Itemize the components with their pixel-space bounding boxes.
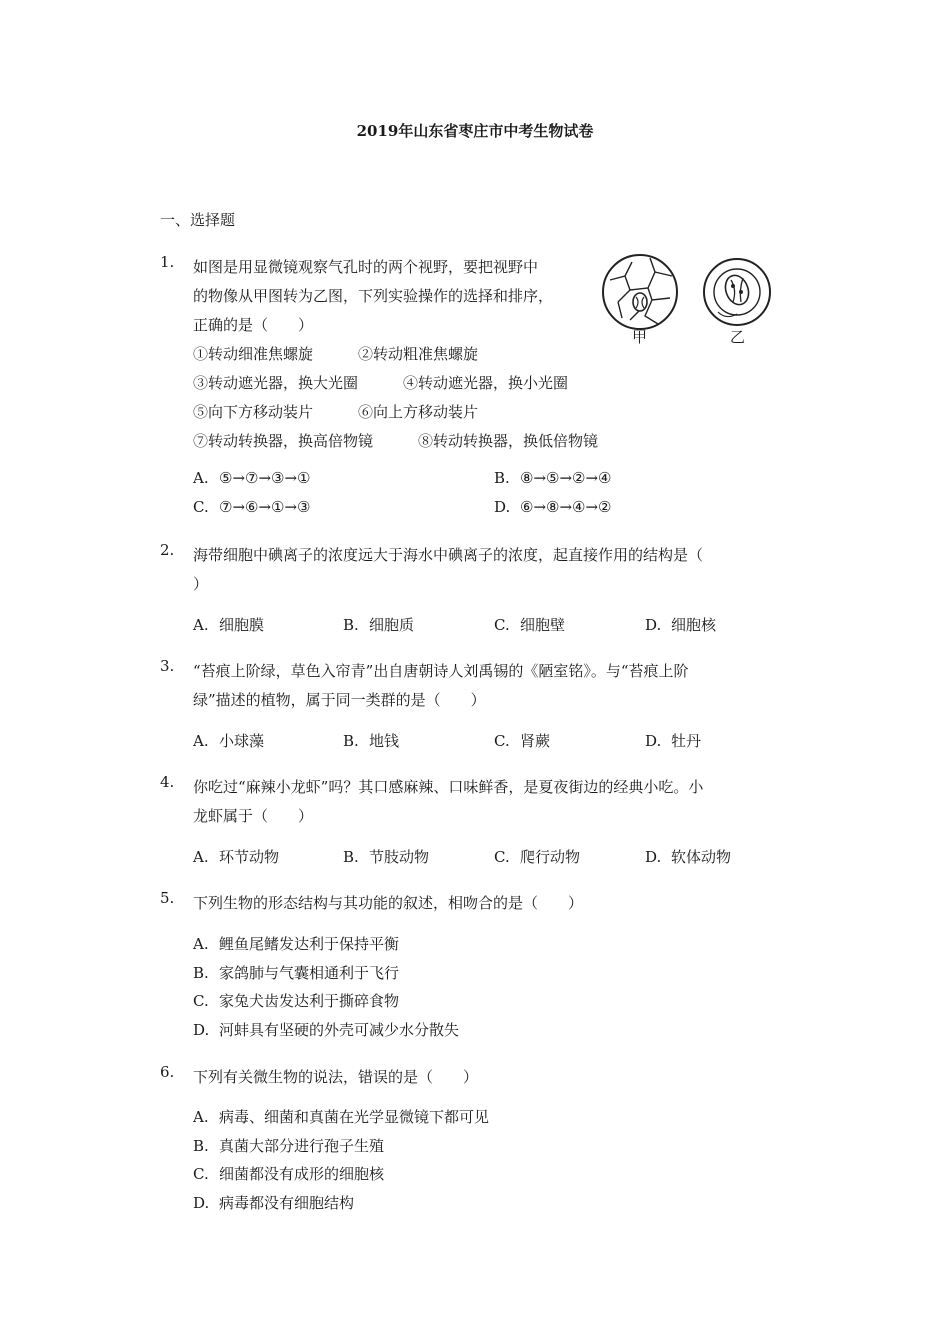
option-c: C. 细胞壁 bbox=[494, 616, 566, 634]
option-b: B. 真菌大部分进行孢子生殖 bbox=[193, 1137, 385, 1155]
option-a: A. ⑤→⑦→③→① bbox=[193, 469, 311, 487]
option-d: D. 软体动物 bbox=[645, 848, 732, 866]
option-d: D. 病毒都没有细胞结构 bbox=[193, 1194, 355, 1212]
option-a: A. 细胞膜 bbox=[193, 616, 265, 634]
stem-line: “苔痕上阶绿，草色入帘青”出自唐朝诗人刘禹锡的《陋室铭》。与“苔痕上阶 bbox=[193, 662, 689, 680]
question-stem bbox=[193, 253, 598, 456]
stem-line: ①转动细准焦螺旋 ②转动粗准焦螺旋 bbox=[193, 345, 479, 363]
option-b: B. 节肢动物 bbox=[343, 848, 430, 866]
stem-line: 海带细胞中碘离子的浓度远大于海水中碘离子的浓度，起直接作用的结构是（ bbox=[193, 546, 704, 564]
option-c: C. 肾蕨 bbox=[494, 732, 551, 750]
option-a: A. 病毒、细菌和真菌在光学显微镜下都可见 bbox=[193, 1108, 490, 1126]
section-heading: 一、选择题 bbox=[160, 211, 236, 229]
stem-line: 的物像从甲图转为乙图，下列实验操作的选择和排序， bbox=[193, 287, 554, 305]
stomata-views-image bbox=[600, 250, 780, 350]
page-title: 2019年山东省枣庄市中考生物试卷 bbox=[356, 122, 594, 140]
question-number: 2. bbox=[160, 541, 175, 559]
option-c: C. ⑦→⑥→①→③ bbox=[193, 498, 311, 516]
option-d: D. 河蚌具有坚硬的外壳可减少水分散失 bbox=[193, 1021, 460, 1039]
option-d: D. ⑥→⑧→④→② bbox=[494, 498, 612, 516]
option-a: A. 鲤鱼尾鳍发达利于保持平衡 bbox=[193, 935, 400, 953]
option-a: A. 小球藻 bbox=[193, 732, 265, 750]
option-a: A. 环节动物 bbox=[193, 848, 280, 866]
stem-line: 下列有关微生物的说法，错误的是（ ） bbox=[193, 1068, 479, 1086]
question-stem bbox=[193, 773, 703, 831]
option-b: B. 家鸽肺与气囊相通利于飞行 bbox=[193, 964, 400, 982]
question-stem bbox=[193, 889, 583, 918]
stem-line: ） bbox=[193, 575, 209, 593]
option-b: B. ⑧→⑤→②→④ bbox=[494, 469, 612, 487]
stem-line: 下列生物的形态结构与其功能的叙述，相吻合的是（ ） bbox=[193, 894, 584, 912]
option-c: C. 爬行动物 bbox=[494, 848, 581, 866]
option-b: B. 地钱 bbox=[343, 732, 400, 750]
stem-line: 绿”描述的植物，属于同一类群的是（ ） bbox=[193, 691, 486, 709]
question-number: 4. bbox=[160, 773, 175, 791]
question-number: 1. bbox=[160, 253, 175, 271]
stem-line: 如图是用显微镜观察气孔时的两个视野，要把视野中 bbox=[193, 258, 539, 276]
stem-line: ⑤向下方移动装片 ⑥向上方移动装片 bbox=[193, 403, 479, 421]
option-b: B. 细胞质 bbox=[343, 616, 415, 634]
figure-label-b: 乙 bbox=[730, 328, 746, 346]
stem-line: ③转动遮光器，换大光圈 ④转动遮光器，换小光圈 bbox=[193, 374, 569, 392]
stem-line: ⑦转动转换器，换高倍物镜 ⑧转动转换器，换低倍物镜 bbox=[193, 432, 599, 450]
stem-line: 你吃过“麻辣小龙虾”吗？其口感麻辣、口味鲜香，是夏夜街边的经典小吃。小 bbox=[193, 778, 704, 796]
question-number: 5. bbox=[160, 889, 175, 907]
option-c: C. 家兔犬齿发达利于撕碎食物 bbox=[193, 992, 400, 1010]
stem-line: 龙虾属于（ ） bbox=[193, 807, 314, 825]
option-d: D. 细胞核 bbox=[645, 616, 717, 634]
stem-line: 正确的是（ ） bbox=[193, 316, 314, 334]
question-stem bbox=[193, 657, 689, 715]
question-stem bbox=[193, 541, 703, 599]
question-number: 6. bbox=[160, 1063, 175, 1081]
microscope-figure bbox=[600, 250, 780, 350]
question-stem bbox=[193, 1063, 478, 1092]
question-number: 3. bbox=[160, 657, 175, 675]
figure-label-a: 甲 bbox=[632, 328, 648, 346]
option-d: D. 牡丹 bbox=[645, 732, 702, 750]
option-c: C. 细菌都没有成形的细胞核 bbox=[193, 1165, 385, 1183]
